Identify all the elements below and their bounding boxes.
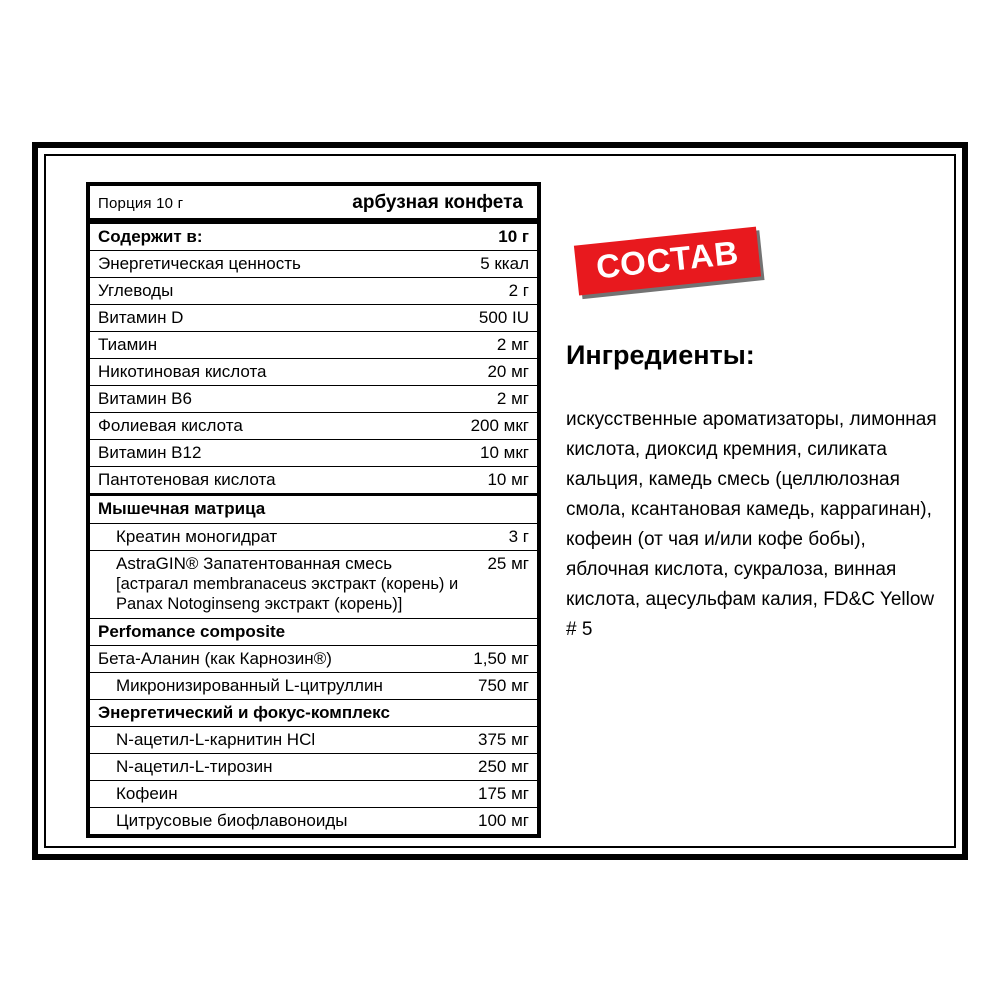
ingredient-name: N-ацетил-L-тирозин: [116, 757, 273, 777]
nutrient-value: 10 мг: [487, 470, 529, 490]
table-row: [90, 646, 537, 673]
table-row: [90, 305, 537, 332]
ingredient-value: 1,50 мг: [473, 648, 529, 668]
table-row: [90, 781, 537, 808]
nutrient-name: Пантотеновая кислота: [98, 470, 276, 490]
nutrient-name: Фолиевая кислота: [98, 416, 243, 436]
nutrient-name: Никотиновая кислота: [98, 362, 267, 382]
nutrient-name: Тиамин: [98, 335, 158, 355]
contains-value: 10 г: [498, 227, 529, 246]
table-row: [90, 413, 537, 440]
ingredient-name: Цитрусовые биофлавоноиды: [116, 811, 348, 831]
ingredient-value: 3 г: [508, 526, 529, 546]
contains-label: Содержит в:: [98, 227, 203, 246]
contains-row: [90, 224, 537, 251]
page-title: Ингредиенты:: [566, 340, 755, 370]
table-row: [90, 727, 537, 754]
nutrient-name: Углеводы: [98, 281, 174, 301]
table-row: [90, 251, 537, 278]
table-row: [90, 467, 537, 496]
ingredient-description: [астрагал membranaceus экстракт (корень) и Panax Notoginseng экстракт (корень)]: [116, 574, 459, 614]
nutrient-value: 500 IU: [478, 308, 529, 328]
ingredients-section: [566, 233, 946, 645]
table-row: [90, 524, 537, 551]
ingredients-text: искусственные ароматизаторы, лимонная кислота, диоксид кремния, силиката кальция, камедь смесь (целлюлозная смола, ксантановая камедь, каррагинан), кофеин (от чая и/или кофе бобы), яблочная кислота, сукралоза, винная кислота, ацесульфам калия, FD&C Yellow # 5: [566, 409, 937, 641]
nutrient-value: 2 мг: [496, 335, 529, 355]
table-row: [90, 359, 537, 386]
nutrient-name: Витамин B6: [98, 389, 192, 409]
ingredient-name: AstraGIN® Запатентованная смесь: [116, 553, 393, 573]
table-row: [90, 386, 537, 413]
serving-size-label: Порция 10 г: [98, 195, 184, 212]
group-title: Энергетический и фокус-комплекс: [98, 703, 390, 722]
supplement-label-inner-border: [44, 154, 956, 848]
ingredient-name: Креатин моногидрат: [116, 526, 278, 546]
table-row: [90, 440, 537, 467]
table-row: [90, 332, 537, 359]
nutrient-value: 20 мг: [487, 362, 529, 382]
nutrient-name: Витамин D: [98, 308, 184, 328]
ingredient-value: 250 мг: [478, 757, 529, 777]
group-title: Мышечная матрица: [98, 499, 266, 519]
nutrient-name: Энергетическая ценность: [98, 254, 301, 274]
nutrient-value: 200 мкг: [470, 416, 529, 436]
ingredient-name: N-ацетил-L-карнитин HCl: [116, 730, 316, 750]
ingredient-value: 175 мг: [478, 784, 529, 804]
ingredient-value: 25 мг: [487, 553, 529, 573]
serving-header: [90, 186, 537, 216]
group-heading: [90, 496, 537, 523]
ingredient-value: 750 мг: [478, 675, 529, 695]
table-row: [90, 808, 537, 834]
flavor-label: арбузная конфета: [352, 192, 523, 213]
table-row: [90, 754, 537, 781]
group-heading: [90, 700, 537, 727]
table-row: [90, 278, 537, 305]
nutrient-value: 5 ккал: [480, 254, 529, 274]
supplement-facts-panel: [86, 182, 541, 838]
nutrient-value: 2 г: [508, 281, 529, 301]
ingredient-name: Кофеин: [116, 784, 178, 804]
group-heading: [90, 619, 537, 646]
table-row: [90, 551, 537, 619]
nutrient-value: 10 мкг: [480, 443, 529, 463]
table-row: [90, 673, 537, 700]
status-badge: СОСТАВ: [574, 227, 762, 296]
ingredient-value: 375 мг: [478, 730, 529, 750]
ingredient-name: Микронизированный L-цитруллин: [116, 675, 383, 695]
ingredient-name: Бета-Аланин (как Карнозин®): [98, 648, 332, 668]
group-title: Perfomance composite: [98, 621, 286, 641]
supplement-label-frame: [32, 142, 968, 860]
nutrient-name: Витамин B12: [98, 443, 202, 463]
ingredient-value: 100 мг: [478, 811, 529, 831]
nutrient-value: 2 мг: [496, 389, 529, 409]
